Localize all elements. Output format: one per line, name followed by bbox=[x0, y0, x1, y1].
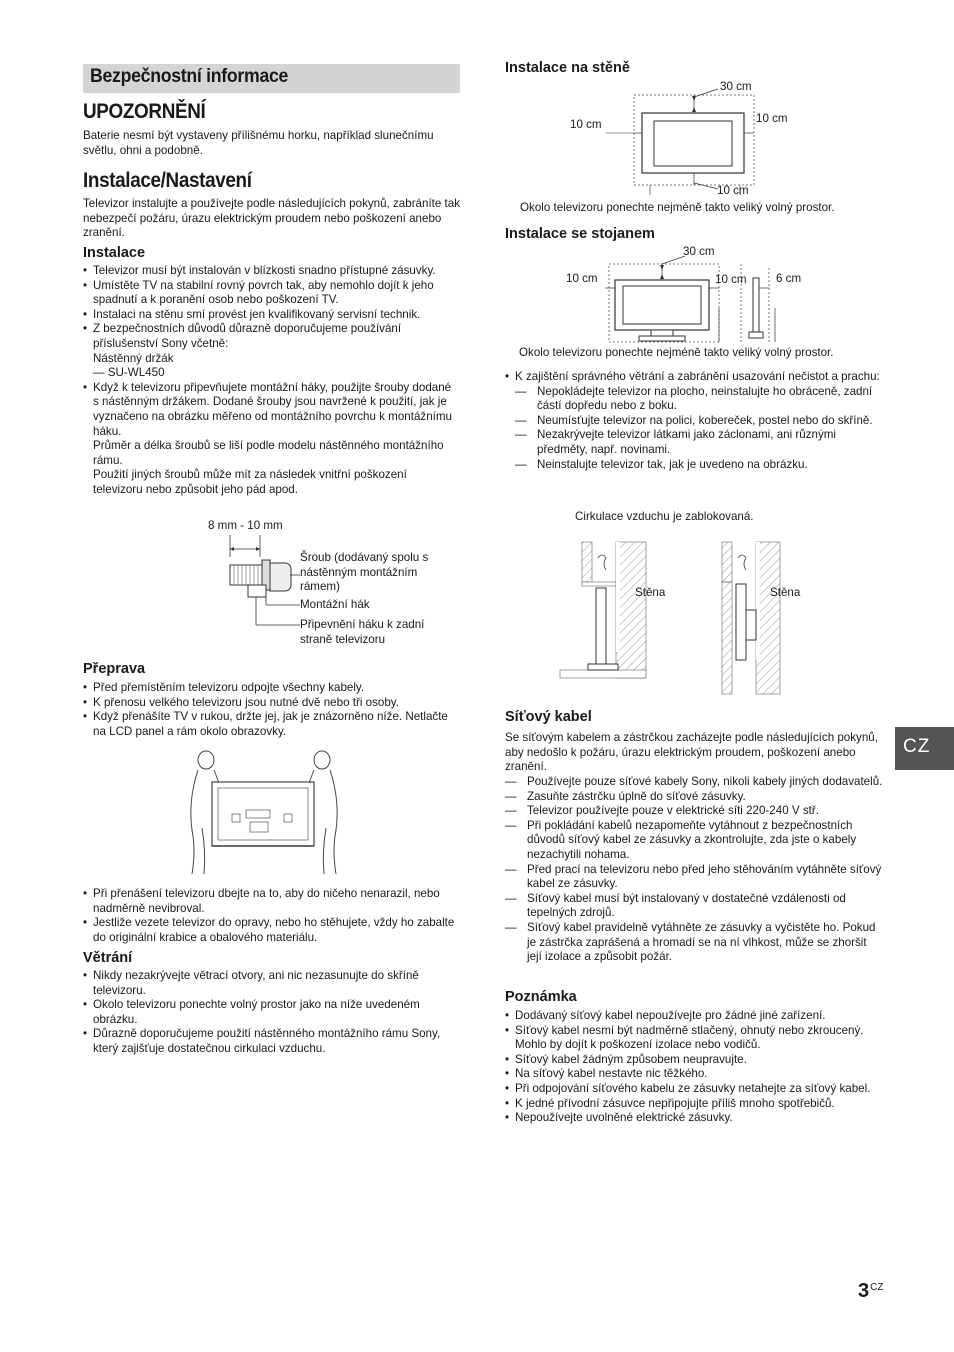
screw-diagram bbox=[220, 535, 300, 635]
list-item: • Důrazně doporučujeme použití nástěnného montážního rámu Sony, který zajišťuje dostatečnou cirkulaci vzduchu. bbox=[83, 1027, 458, 1056]
list-item: — Síťový kabel musí být instalovaný v dostatečné vzdálenosti od tepelných zdrojů. bbox=[505, 892, 883, 921]
list-item: — Neinstalujte televizor tak, jak je uvedeno na obrázku. bbox=[515, 458, 880, 473]
list-item bbox=[83, 322, 458, 380]
list-item: — Před prací na televizoru nebo před jeho stěhováním vytáhněte síťový kabel ze zásuvky. bbox=[505, 863, 883, 892]
stand-top-clearance: 30 cm bbox=[683, 245, 715, 258]
language-tab-label: CZ bbox=[903, 736, 931, 757]
list-item: • Okolo televizoru ponechte volný prostor jako na níže uvedeném obrázku. bbox=[83, 998, 458, 1027]
upozorneni-text: Baterie nesmí být vystaveny přílišnému horku, například slunečnímu světlu, ohni a podobně. bbox=[83, 129, 434, 157]
note-list bbox=[505, 1009, 883, 1126]
list-item: — Síťový kabel pravidelně vytáhněte ze zásuvky a vyčistěte ho. Pokud je zástrčka zaprášená a hromadí se na ní vlhkost, může se zhoršit její izolace a způsobit požár. bbox=[505, 921, 883, 965]
screw-label: Šroub (dodávaný spolu s nástěnným montážním rámem) bbox=[300, 551, 429, 594]
instalace-list bbox=[83, 264, 458, 498]
section-title: Bezpečnostní informace bbox=[90, 66, 289, 87]
stand-side-clearance: 6 cm bbox=[776, 272, 802, 285]
cable-heading: Síťový kabel bbox=[505, 709, 592, 725]
list-item: • Nikdy nezakrývejte větrací otvory, ani nic nezasunujte do skříně televizoru. bbox=[83, 969, 458, 998]
instalace-intro: Televizor instalujte a používejte podle následujících pokynů, zabráníte tak nebezpečí požáru, úrazu elektrickým proudem nebo poškození anebo zranění. bbox=[83, 197, 461, 240]
list-item: • Při odpojování síťového kabelu ze zásuvky netahejte za síťový kabel. bbox=[505, 1082, 883, 1097]
list-item-text: Když k televizoru připevňujete montážní háky, použijte šrouby dodané s nástěnným držákem. Dodané šrouby jsou navržené k použití, jak je vyznačeno na obrázku měřeno od montážního povrchu k montážnímu háku. bbox=[93, 380, 452, 438]
preprava-list-2 bbox=[83, 887, 458, 945]
screw-note: Průměr a délka šroubů se liší podle modelu nástěnného montážního rámu. bbox=[93, 439, 444, 467]
blocked-caption: Cirkulace vzduchu je zablokovaná. bbox=[575, 510, 754, 523]
list-item: • Síťový kabel žádným způsobem neupravujte. bbox=[505, 1053, 883, 1068]
list-item: • Nepoužívejte uvolněné elektrické zásuvky. bbox=[505, 1111, 883, 1126]
hook-label: Montážní hák bbox=[300, 598, 370, 611]
list-item-text: K zajištění správného větrání a zabránění usazování nečistot a prachu: bbox=[515, 370, 880, 383]
list-item: — Nezakrývejte televizor látkami jako záclonami, ani různými předměty, např. novinami. bbox=[515, 428, 880, 457]
upozorneni-heading: UPOZORNĚNÍ bbox=[83, 100, 206, 123]
list-item: — Televizor používejte pouze v elektrické síti 220-240 V stř. bbox=[505, 804, 883, 819]
screw-note: Použití jiných šroubů může mít za následek vnitřní poškození televizoru nebo způsobit jeho pád apod. bbox=[93, 468, 407, 496]
ventilation-sublist bbox=[515, 385, 880, 473]
vetrani-list bbox=[83, 969, 458, 1057]
stand-left-clearance: 10 cm bbox=[566, 272, 598, 285]
wall-caption: Okolo televizoru ponechte nejméně takto veliký volný prostor. bbox=[520, 201, 835, 214]
instalace-subheading: Instalace bbox=[83, 245, 146, 261]
list-item: — Nepokládejte televizor na plocho, neinstalujte ho obráceně, zadní částí dopředu nebo z boku. bbox=[515, 385, 880, 414]
preprava-heading: Přeprava bbox=[83, 661, 146, 677]
section-banner bbox=[83, 64, 460, 93]
stand-right-clearance: 10 cm bbox=[715, 273, 747, 286]
list-item: • Při přenášení televizoru dbejte na to, aby do ničeho nenarazil, nebo nadměrně nevibroval. bbox=[83, 887, 458, 916]
wall-right-clearance: 10 cm bbox=[756, 112, 788, 125]
list-item: • Jestliže vezete televizor do opravy, nebo ho stěhujete, vždy ho zabalte do originální krabice a obalového materiálu. bbox=[83, 916, 458, 945]
wall-top-clearance: 30 cm bbox=[720, 80, 752, 93]
language-tab bbox=[895, 727, 954, 770]
note-heading: Poznámka bbox=[505, 989, 577, 1005]
accessory-model: — SU-WL450 bbox=[93, 366, 165, 380]
wall-label-left: Stěna bbox=[635, 586, 666, 599]
list-item: • K jedné přívodní zásuvce nepřipojujte příliš mnoho spotřebičů. bbox=[505, 1097, 883, 1112]
list-item: • Síťový kabel nesmí být nadměrně stlačený, ohnutý nebo zkroucený. Mohlo by dojít k poškození izolace nebo vodičů. bbox=[505, 1024, 883, 1053]
wall-label-right: Stěna bbox=[770, 586, 801, 599]
list-item: • Dodávaný síťový kabel nepoužívejte pro žádné jiné zařízení. bbox=[505, 1009, 883, 1024]
list-item: • Když přenášíte TV v rukou, držte jej, jak je znázorněno níže. Netlačte na LCD panel a rám okolo obrazovky. bbox=[83, 710, 458, 739]
list-item: — Používejte pouze síťové kabely Sony, nikoli kabely jiných dodavatelů. bbox=[505, 775, 883, 790]
list-item bbox=[83, 381, 458, 498]
list-item: • K přenosu velkého televizoru jsou nutné dvě nebo tři osoby. bbox=[83, 696, 458, 711]
list-item: — Neumísťujte televizor na polici, kobereček, postel nebo do skříně. bbox=[515, 414, 880, 429]
ventilation-list bbox=[505, 370, 880, 472]
blocked-airflow-diagram bbox=[560, 540, 785, 696]
page-number-value: 3 bbox=[858, 1280, 870, 1302]
list-item: • Před přemístěním televizoru odpojte všechny kabely. bbox=[83, 681, 458, 696]
list-item: — Zasuňte zástrčku úplně do síťové zásuvky. bbox=[505, 790, 883, 805]
page-number-suffix: CZ bbox=[870, 1282, 884, 1293]
instalace-heading: Instalace/Nastavení bbox=[83, 169, 252, 192]
vetrani-heading: Větrání bbox=[83, 950, 133, 966]
list-item-text: Z bezpečnostních důvodů důrazně doporučujeme používání příslušenství Sony včetně: bbox=[93, 322, 402, 350]
list-item: • Umístěte TV na stabilní rovný povrch tak, aby nemohlo dojít k jeho spadnutí a k poranění osob nebo poškození TV. bbox=[83, 279, 458, 308]
cable-intro: Se síťovým kabelem a zástrčkou zacházejte podle následujících pokynů, aby nedošlo k požáru, úrazu elektrickým proudem, poškození anebo zranění. bbox=[505, 731, 878, 774]
list-item: • Na síťový kabel nestavte nic těžkého. bbox=[505, 1067, 883, 1082]
carry-illustration bbox=[184, 748, 344, 876]
stand-clearance-diagram bbox=[605, 258, 785, 344]
wall-left-clearance: 10 cm bbox=[570, 118, 602, 131]
page-number bbox=[858, 1280, 883, 1303]
stand-install-heading: Instalace se stojanem bbox=[505, 226, 655, 242]
wall-clearance-diagram bbox=[630, 93, 760, 187]
list-item: • Instalaci na stěnu smí provést jen kvalifikovaný servisní technik. bbox=[83, 308, 458, 323]
accessory-line: Nástěnný držák bbox=[93, 351, 174, 365]
list-item: • Televizor musí být instalován v blízkosti snadno přístupné zásuvky. bbox=[83, 264, 458, 279]
screw-dimension-label: 8 mm - 10 mm bbox=[208, 519, 283, 532]
preprava-list bbox=[83, 681, 458, 739]
hook-attach-label: Připevnění háku k zadní straně televizoru bbox=[300, 618, 425, 646]
wall-bottom-clearance: 10 cm bbox=[717, 184, 749, 197]
wall-install-heading: Instalace na stěně bbox=[505, 60, 630, 76]
stand-caption: Okolo televizoru ponechte nejméně takto veliký volný prostor. bbox=[519, 346, 834, 359]
cable-list bbox=[505, 775, 883, 965]
list-item: — Při pokládání kabelů nezapomeňte vytáhnout z bezpečnostních důvodů síťový kabel ze zásuvky a zkontrolujte, zda jste o kabely nezachytili nohama. bbox=[505, 819, 883, 863]
list-item bbox=[505, 370, 880, 472]
